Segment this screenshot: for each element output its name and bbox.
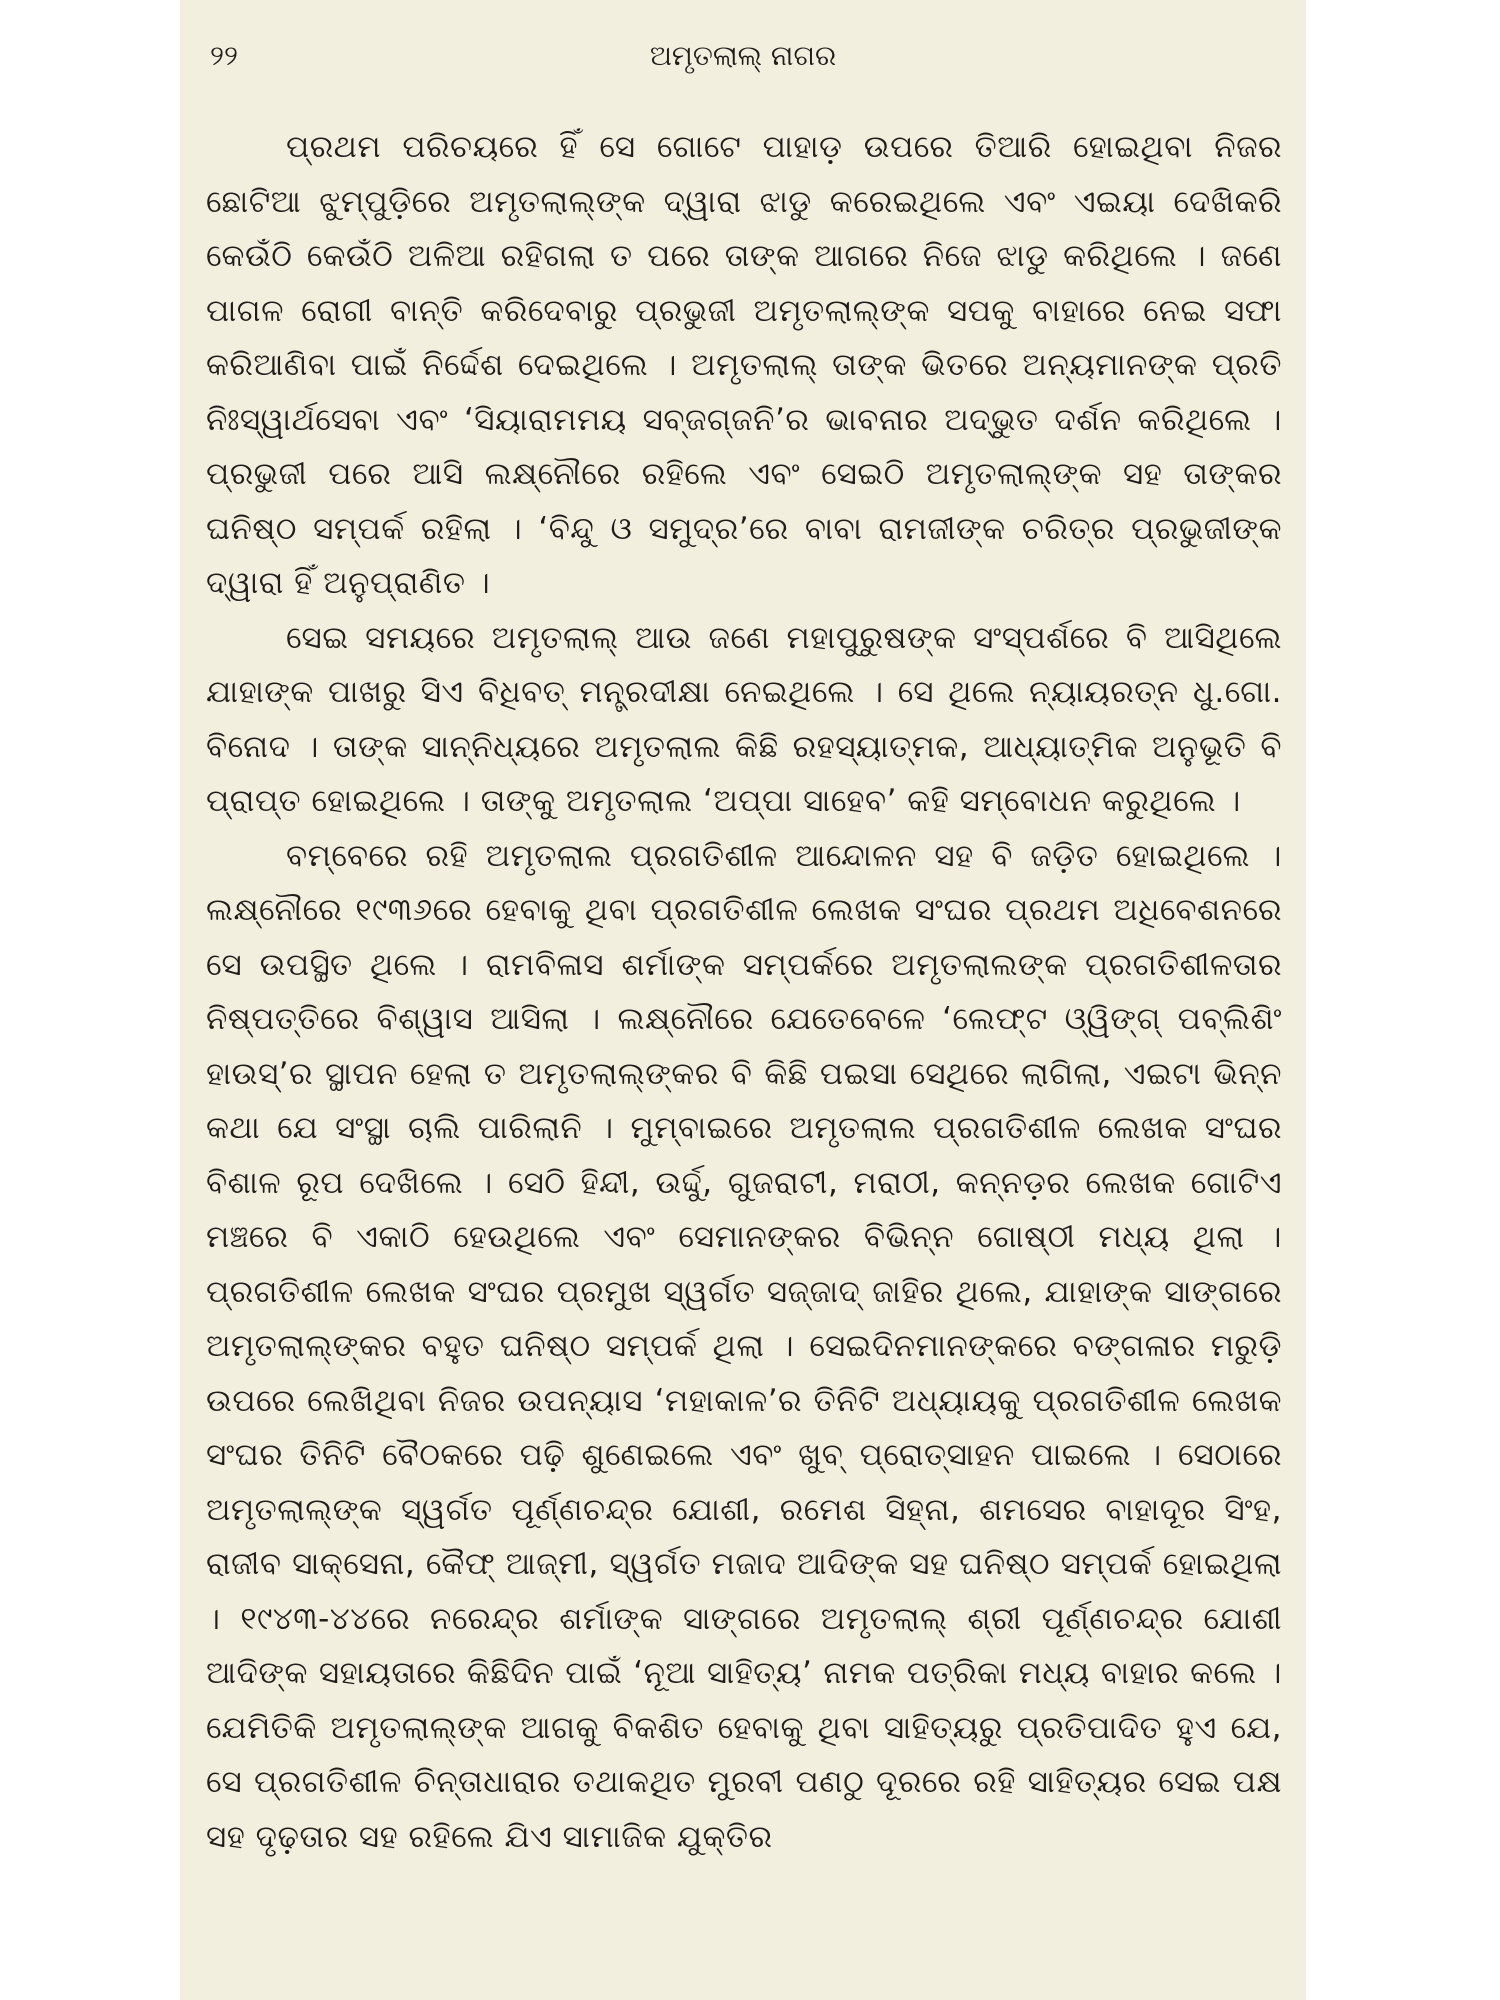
paragraph: ବମ୍ବେରେ ରହି ଅମୃତଲାଲ ପ୍ରଗତିଶୀଳ ଆନ୍ଦୋଳନ ସହ ବି ଜଡ଼ିତ ହୋଇଥିଲେ । ଲକ୍ଷ୍ନୌରେ ୧୯୩୬ରେ ହେବାକୁ ଥିବା ପ୍ରଗତିଶୀଳ ଲେଖକ ସଂଘର ପ୍ରଥମ ଅଧିବେଶନରେ ସେ ଉପସ୍ଥିତ ଥିଲେ । ରାମବିଳାସ ଶର୍ମାଙ୍କ ସମ୍ପର୍କରେ ଅମୃତଲାଲଙ୍କ ପ୍ରଗତିଶୀଳତାର ନିଷ୍ପତ୍ତିରେ ବିଶ୍ୱାସ ଆସିଲା । ଲକ୍ଷ୍ନୌରେ ଯେତେବେଳେ ‘ଲେଫ୍‌ଟ ଓ୍ୱିଙ୍ଗ୍ ପବ୍ଲିଶିଂ ହାଉସ୍’ର ସ୍ଥାପନ ହେଲା ତ ଅମୃତଲାଲ୍ଙ୍କର ବି କିଛି ପଇସା ସେଥିରେ ଲାଗିଲା, ଏଇଟା ଭିନ୍ନ କଥା ଯେ ସଂସ୍ଥା ଚାଲି ପାରିଲାନି । ମୁମ୍ବାଇରେ ଅମୃତଲାଲ ପ୍ରଗତିଶୀଳ ଲେଖକ ସଂଘର ବିଶାଳ ରୂପ ଦେଖିଲେ । ସେଠି ହିନ୍ଦୀ, ଉର୍ଦ୍ଦୁ, ଗୁଜରାଟୀ, ମରାଠୀ, କନ୍ନଡ଼ର ଲେଖକ ଗୋଟିଏ ମଞ୍ଚରେ ବି ଏକାଠି ହେଉଥିଲେ ଏବଂ ସେମାନଙ୍କର ବିଭିନ୍ନ ଗୋଷ୍ଠୀ ମଧ୍ୟ ଥିଲା । ପ୍ରଗତିଶୀଳ ଲେଖକ ସଂଘର ପ୍ରମୁଖ ସ୍ୱର୍ଗତ ସଜ୍ଜାଦ୍ ଜାହିର ଥିଲେ, ଯାହାଙ୍କ ସାଙ୍ଗରେ ଅମୃତଲାଲ୍ଙ୍କର ବହୁତ ଘନିଷ୍ଠ ସମ୍ପର୍କ ଥିଲା । ସେଇଦିନମାନଙ୍କରେ ବଙ୍ଗଳାର ମରୁଡ଼ି ଉପରେ ଲେଖିଥିବା ନିଜର ଉପନ୍ୟାସ ‘ମହାକାଳ’ର ତିନିଟି ଅଧ୍ୟାୟକୁ ପ୍ରଗତିଶୀଳ ଲେଖକ ସଂଘର ତିନିଟି ବୈଠକରେ ପଢ଼ି ଶୁଣେଇଲେ ଏବଂ ଖୁବ୍ ପ୍ରୋତ୍ସାହନ ପାଇଲେ । ସେଠାରେ ଅମୃତଲାଲ୍ଙ୍କ ସ୍ୱର୍ଗତ ପୂର୍ଣ୍ଣଚନ୍ଦ୍ର ଯୋଶୀ, ରମେଶ ସିହ୍ନା, ଶମସେର ବାହାଦୂର ସିଂହ, ରାଜୀବ ସାକ୍‌ସେନା, କୈଫ୍ ଆଜ୍‌ମୀ, ସ୍ୱର୍ଗତ ମଜାଦ ଆଦିଙ୍କ ସହ ଘନିଷ୍ଠ ସମ୍ପର୍କ ହୋଇଥିଲା । ୧୯୪୩-୪୪ରେ ନରେନ୍ଦ୍ର ଶର୍ମାଙ୍କ ସାଙ୍ଗରେ ଅମୃତଲାଲ୍ ଶ୍ରୀ ପୂର୍ଣ୍ଣଚନ୍ଦ୍ର ଯୋଶୀ ଆଦିଙ୍କ ସହାୟତାରେ କିଛିଦିନ ପାଇଁ ‘ନୂଆ ସାହିତ୍ୟ’ ନାମକ ପତ୍ରିକା ମଧ୍ୟ ବାହାର କଲେ । ଯେମିତିକି ଅମୃତଲାଲ୍ଙ୍କ ଆଗକୁ ବିକଶିତ ହେବାକୁ ଥିବା ସାହିତ୍ୟରୁ ପ୍ରତିପାଦିତ ହୁଏ ଯେ, ସେ ପ୍ରଗତିଶୀଳ ଚିନ୍ତାଧାରାର ତଥାକଥିତ ମୁରବୀ ପଣଠୁ ଦୂରରେ ରହି ସାହିତ୍ୟର ସେଇ ପକ୍ଷ ସହ ଦୃଢ଼ତାର ସହ ରହିଲେ ଯିଏ ସାମାଜିକ ଯୁକ୍ତିର [206,837,1282,1855]
body-text [206,120,1282,1864]
running-title: ଅମୃତଲାଲ୍ ନାଗର [649,39,837,72]
page-number: ୨୨ [210,39,238,72]
book-page [180,0,1306,2000]
paragraph: ସେଇ ସମୟରେ ଅମୃତଲାଲ୍ ଆଉ ଜଣେ ମହାପୁରୁଷଙ୍କ ସଂସ୍ପର୍ଶରେ ବି ଆସିଥିଲେ ଯାହାଙ୍କ ପାଖରୁ ସିଏ ବିଧିବତ୍ ମନ୍ତ୍ରଦୀକ୍ଷା ନେଇଥିଲେ । ସେ ଥିଲେ ନ୍ୟାୟରତ୍ନ ଧୁ.ଗୋ. ବିନୋଦ । ତାଙ୍କ ସାନ୍ନିଧ୍ୟରେ ଅମୃତଲାଲ କିଛି ରହସ୍ୟାତ୍ମକ, ଆଧ୍ୟାତ୍ମିକ ଅନୁଭୂତି ବି ପ୍ରାପ୍ତ ହୋଇଥିଲେ । ତାଙ୍କୁ ଅମୃତଲାଲ ‘ଅପ୍ପା ସାହେବ’ କହି ସମ୍ବୋଧନ କରୁଥିଲେ । [206,619,1282,819]
paragraph: ପ୍ରଥମ ପରିଚୟରେ ହିଁ ସେ ଗୋଟେ ପାହାଡ଼ ଉପରେ ତିଆରି ହୋଇଥିବା ନିଜର ଛୋଟିଆ ଝୁମ୍ପୁଡ଼ିରେ ଅମୃତଲାଲ୍ଙ୍କ ଦ୍ୱାରା ଝାଡୁ କରେଇଥିଲେ ଏବଂ ଏଇୟା ଦେଖିକରି କେଉଁଠି କେଉଁଠି ଅଳିଆ ରହିଗଲା ତ ପରେ ତାଙ୍କ ଆଗରେ ନିଜେ ଝାଡୁ କରିଥିଲେ । ଜଣେ ପାଗଳ ରୋଗୀ ବାନ୍ତି କରିଦେବାରୁ ପ୍ରଭୁଜୀ ଅମୃତଲାଲ୍ଙ୍କ ସପକୁ ବାହାରେ ନେଇ ସଫା କରିଆଣିବା ପାଇଁ ନିର୍ଦ୍ଦେଶ ଦେଇଥିଲେ । ଅମୃତଲାଲ୍ ତାଙ୍କ ଭିତରେ ଅନ୍ୟମାନଙ୍କ ପ୍ରତି ନିଃସ୍ୱାର୍ଥସେବା ଏବଂ ‘ସିୟାରାମମୟ ସବ୍‌ଜଗ୍‌ଜନି’ର ଭାବନାର ଅଦ୍ଭୁତ ଦର୍ଶନ କରିଥିଲେ । ପ୍ରଭୁଜୀ ପରେ ଆସି ଲକ୍ଷ୍ନୌରେ ରହିଲେ ଏବଂ ସେଇଠି ଅମୃତଲାଲ୍ଙ୍କ ସହ ତାଙ୍କର ଘନିଷ୍ଠ ସମ୍ପର୍କ ରହିଲା । ‘ବିନ୍ଦୁ ଓ ସମୁଦ୍ର’ରେ ବାବା ରାମଜୀଙ୍କ ଚରିତ୍ର ପ୍ରଭୁଜୀଙ୍କ ଦ୍ୱାରା ହିଁ ଅନୁପ୍ରାଣିତ । [206,129,1282,601]
page-header [180,36,1306,76]
